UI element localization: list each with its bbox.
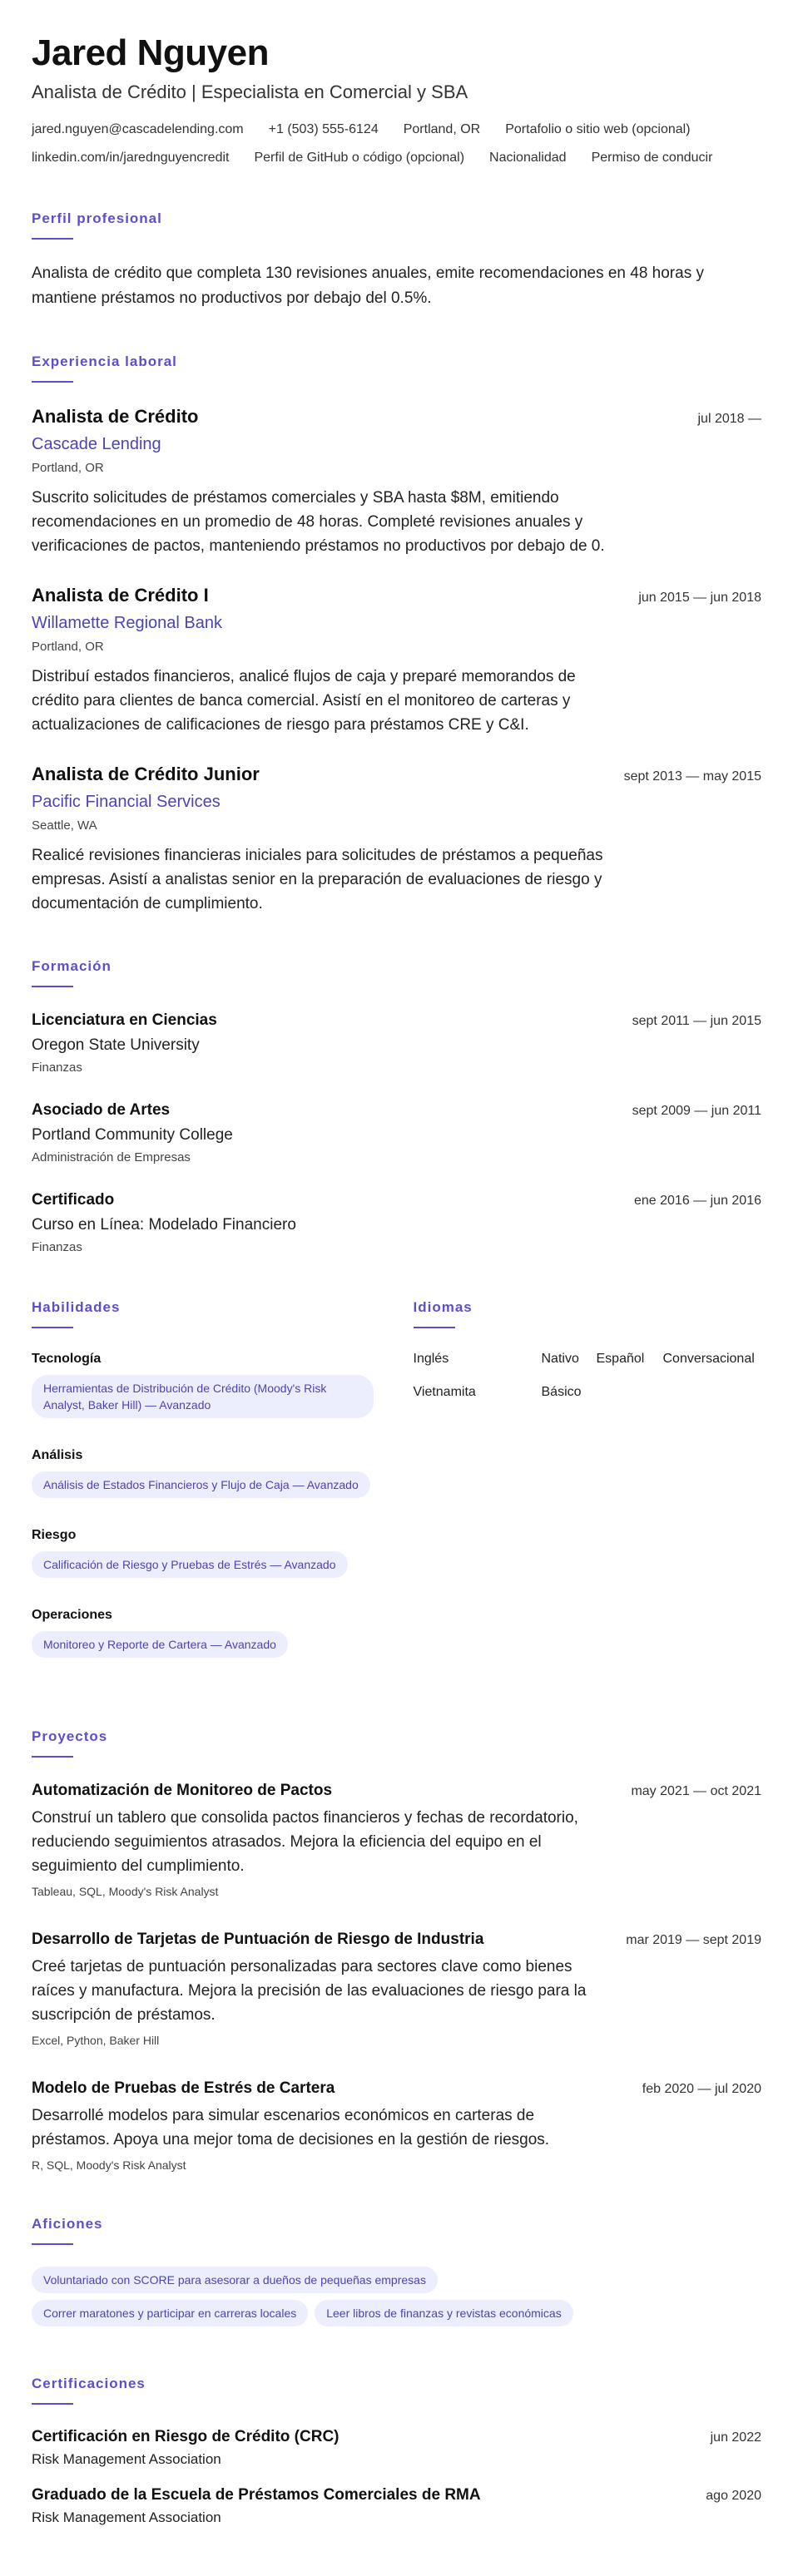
section-divider bbox=[32, 1756, 73, 1758]
certification-issuer: Risk Management Association bbox=[32, 2509, 221, 2525]
project-name: Desarrollo de Tarjetas de Puntuación de Riesgo de Industria bbox=[32, 1931, 484, 1948]
skill-category: Tecnología bbox=[32, 1352, 102, 1366]
language-level: Nativo bbox=[541, 1352, 579, 1366]
section-divider bbox=[32, 1327, 73, 1328]
field-of-study: Finanzas bbox=[32, 1061, 82, 1075]
skill-category: Riesgo bbox=[32, 1528, 77, 1542]
language-name: Vietnamita bbox=[413, 1385, 476, 1399]
job-description: Suscrito solicitudes de préstamos comerciales y SBA hasta $8M, emitiendo recomendaciones en un promedio de 48 horas. Completé revisiones anuales y verificaciones de pactos, manteniendo préstamos no productivos por debajo de 0. bbox=[32, 489, 605, 555]
job-dates: sept 2013 — may 2015 bbox=[623, 769, 761, 784]
company-name: Willamette Regional Bank bbox=[32, 614, 222, 632]
project-tools: Excel, Python, Baker Hill bbox=[32, 2034, 160, 2047]
institution-name: Curso en Línea: Modelado Financiero bbox=[32, 1216, 296, 1234]
education-dates: sept 2011 — jun 2015 bbox=[632, 1014, 761, 1028]
contact-nationality: Nacionalidad bbox=[489, 151, 567, 165]
contact-location: Portland, OR bbox=[403, 122, 481, 136]
certification-name: Graduado de la Escuela de Préstamos Comerciales de RMA bbox=[32, 2486, 481, 2504]
profile-summary: Analista de crédito que completa 130 revisiones anuales, emite recomendaciones en 48 horas y mantiene préstamos no productivos por debajo del 0.5%. bbox=[32, 265, 704, 307]
candidate-headline: Analista de Crédito | Especialista en Comercial y SBA bbox=[32, 82, 468, 102]
section-title: Perfil profesional bbox=[32, 210, 162, 226]
institution-name: Oregon State University bbox=[32, 1036, 200, 1054]
section-divider bbox=[32, 238, 73, 240]
education-dates: sept 2009 — jun 2011 bbox=[632, 1104, 761, 1118]
certification-entry bbox=[32, 2426, 761, 2470]
skills-languages-row bbox=[32, 1298, 761, 1686]
project-entry bbox=[32, 1779, 761, 1900]
language-row bbox=[414, 1383, 762, 1402]
skill-tag: Monitoreo y Reporte de Cartera — Avanzado bbox=[32, 1631, 288, 1658]
job-title: Analista de Crédito I bbox=[32, 585, 209, 606]
project-entry bbox=[32, 2077, 761, 2173]
education-section bbox=[32, 957, 761, 1257]
section-title: Habilidades bbox=[32, 1299, 121, 1315]
job-title: Analista de Crédito bbox=[32, 406, 199, 427]
project-entry bbox=[32, 1928, 761, 2049]
contact-license: Permiso de conducir bbox=[591, 151, 713, 165]
language-name: Español bbox=[596, 1352, 645, 1366]
project-dates: may 2021 — oct 2021 bbox=[631, 1784, 761, 1798]
certification-entry bbox=[32, 2485, 761, 2528]
job-title: Analista de Crédito Junior bbox=[32, 764, 260, 784]
hobby-tag: Leer libros de finanzas y revistas económicas bbox=[315, 2300, 572, 2326]
field-of-study: Finanzas bbox=[32, 1240, 82, 1254]
project-description: Construí un tablero que consolida pactos financieros y fechas de recordatorio, reduciendo seguimientos atrasados. Mejora la eficiencia del equipo en el seguimiento del cumplimiento. bbox=[32, 1809, 578, 1875]
hobbies-section bbox=[32, 2215, 761, 2333]
certification-date: jun 2022 bbox=[710, 2430, 761, 2445]
project-description: Creé tarjetas de puntuación personalizadas para sectores clave como bienes raíces y manufactura. Mejora la precisión de las evaluaciones de riesgo para la suscripción de préstamos. bbox=[32, 1958, 587, 2024]
job-location: Portland, OR bbox=[32, 640, 104, 654]
contact-email: jared.nguyen@cascadelending.com bbox=[32, 122, 244, 136]
job-location: Portland, OR bbox=[32, 461, 104, 475]
certification-name: Certificación en Riesgo de Crédito (CRC) bbox=[32, 2428, 340, 2445]
section-divider bbox=[32, 2243, 73, 2245]
job-dates: jul 2018 — bbox=[697, 412, 761, 426]
section-divider bbox=[414, 1327, 455, 1328]
resume-header bbox=[32, 30, 761, 168]
field-of-study: Administración de Empresas bbox=[32, 1150, 191, 1164]
contact-phone: +1 (503) 555-6124 bbox=[268, 122, 379, 136]
experience-entry bbox=[32, 762, 761, 916]
education-entry bbox=[32, 1099, 761, 1167]
job-dates: jun 2015 — jun 2018 bbox=[638, 591, 761, 605]
contact-list bbox=[32, 120, 761, 168]
languages-section bbox=[414, 1298, 762, 1686]
section-title: Certificaciones bbox=[32, 2376, 146, 2391]
skill-group bbox=[32, 1526, 380, 1585]
project-name: Modelo de Pruebas de Estrés de Cartera bbox=[32, 2079, 335, 2097]
certifications-section bbox=[32, 2375, 761, 2528]
skill-group bbox=[32, 1446, 380, 1505]
project-tools: R, SQL, Moody's Risk Analyst bbox=[32, 2158, 186, 2172]
contact-linkedin: linkedin.com/in/jarednguyencredit bbox=[32, 151, 230, 165]
project-name: Automatización de Monitoreo de Pactos bbox=[32, 1782, 333, 1799]
projects-section bbox=[32, 1728, 761, 2173]
education-dates: ene 2016 — jun 2016 bbox=[633, 1194, 761, 1208]
contact-portfolio: Portafolio o sitio web (opcional) bbox=[505, 122, 691, 136]
language-row bbox=[414, 1350, 762, 1368]
job-description: Realicé revisiones financieras iniciales para solicitudes de préstamos a pequeñas empresas. Asistí a analistas senior en la preparación de evaluaciones de riesgo y documentación de cumplimiento. bbox=[32, 847, 603, 912]
project-tools: Tableau, SQL, Moody's Risk Analyst bbox=[32, 1885, 219, 1898]
experience-section bbox=[32, 353, 761, 916]
degree-title: Licenciatura en Ciencias bbox=[32, 1011, 217, 1029]
candidate-name: Jared Nguyen bbox=[32, 32, 269, 73]
hobby-list bbox=[32, 2267, 697, 2333]
project-dates: mar 2019 — sept 2019 bbox=[626, 1933, 761, 1947]
section-divider bbox=[32, 2403, 73, 2405]
skill-category: Análisis bbox=[32, 1448, 83, 1462]
language-level: Conversacional bbox=[662, 1352, 755, 1366]
skill-tag: Herramientas de Distribución de Crédito (Moody's Risk Analyst, Baker Hill) — Avanzado bbox=[32, 1375, 374, 1418]
section-divider bbox=[32, 986, 73, 987]
experience-entry bbox=[32, 404, 761, 558]
section-divider bbox=[32, 381, 73, 383]
contact-github: Perfil de GitHub o código (opcional) bbox=[254, 151, 465, 165]
degree-title: Asociado de Artes bbox=[32, 1101, 171, 1119]
certification-date: ago 2020 bbox=[706, 2489, 761, 2503]
section-title: Aficiones bbox=[32, 2216, 103, 2232]
section-title: Experiencia laboral bbox=[32, 354, 177, 369]
job-location: Seattle, WA bbox=[32, 818, 97, 833]
skill-category: Operaciones bbox=[32, 1608, 112, 1622]
certification-issuer: Risk Management Association bbox=[32, 2451, 221, 2467]
job-description: Distribuí estados financieros, analicé flujos de caja y preparé memorandos de crédito para clientes de banca comercial. Asistí en el monitoreo de carteras y actualizaciones de calificaciones de riesgo para préstamos CRE y C&I. bbox=[32, 668, 576, 734]
skill-group bbox=[32, 1606, 380, 1664]
skill-tag: Análisis de Estados Financieros y Flujo de Caja — Avanzado bbox=[32, 1471, 370, 1498]
skills-section bbox=[32, 1298, 380, 1686]
section-title: Idiomas bbox=[413, 1299, 473, 1315]
project-dates: feb 2020 — jul 2020 bbox=[642, 2082, 761, 2096]
hobby-tag: Voluntariado con SCORE para asesorar a dueños de pequeñas empresas bbox=[32, 2267, 438, 2293]
company-name: Cascade Lending bbox=[32, 435, 161, 453]
language-name: Inglés bbox=[413, 1352, 449, 1366]
section-title: Formación bbox=[32, 958, 112, 974]
institution-name: Portland Community College bbox=[32, 1126, 233, 1144]
section-title: Proyectos bbox=[32, 1728, 108, 1744]
profile-section bbox=[32, 210, 761, 311]
skill-group bbox=[32, 1350, 380, 1425]
language-level: Básico bbox=[541, 1385, 582, 1399]
education-entry bbox=[32, 1009, 761, 1077]
company-name: Pacific Financial Services bbox=[32, 793, 221, 811]
education-entry bbox=[32, 1189, 761, 1257]
experience-entry bbox=[32, 583, 761, 737]
project-description: Desarrollé modelos para simular escenarios económicos en carteras de préstamos. Apoya una mejor toma de decisiones en la gestión de riesgos. bbox=[32, 2107, 550, 2148]
degree-title: Certificado bbox=[32, 1191, 115, 1209]
skill-tag: Calificación de Riesgo y Pruebas de Estrés — Avanzado bbox=[32, 1551, 348, 1578]
hobby-tag: Correr maratones y participar en carreras locales bbox=[32, 2300, 308, 2326]
